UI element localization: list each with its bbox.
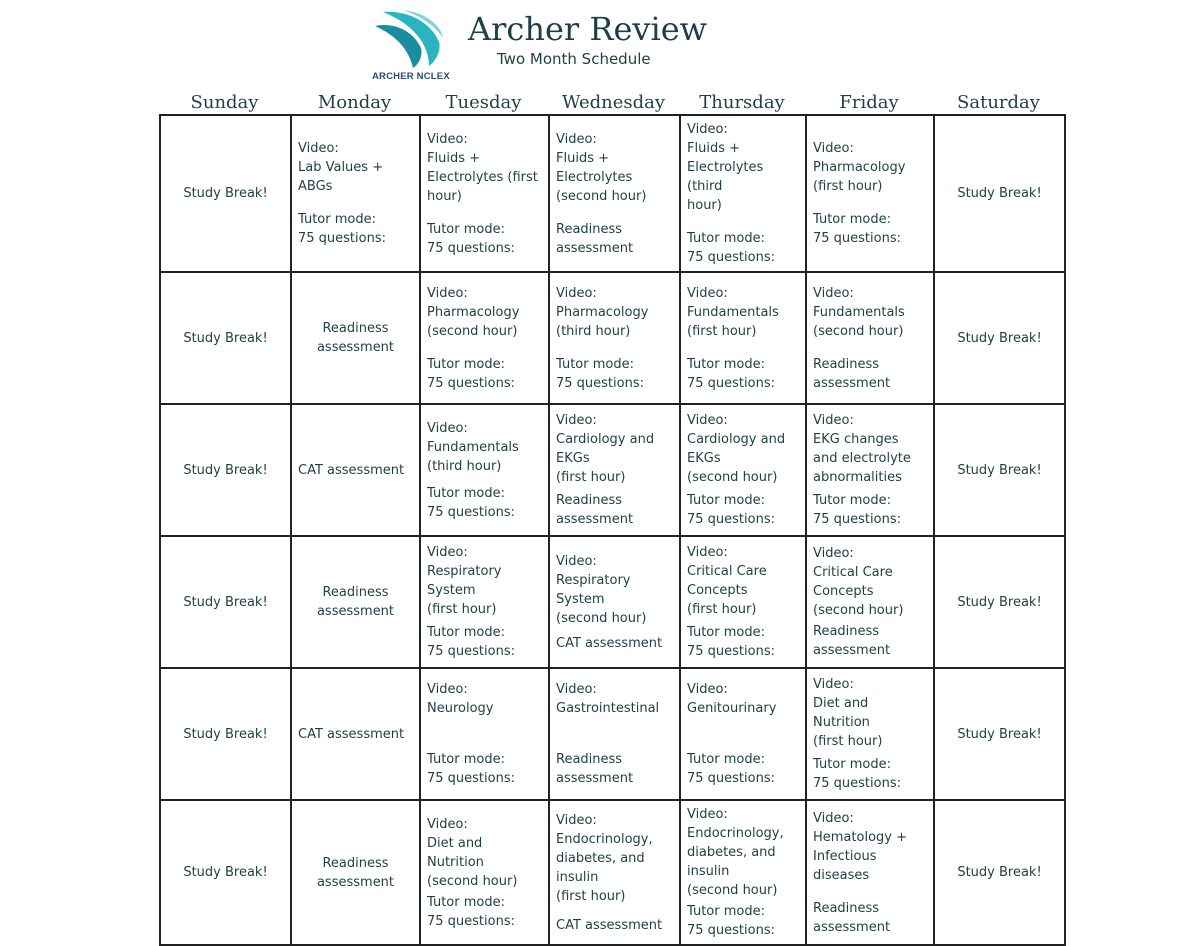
video-topic: Video: Neurology xyxy=(427,682,494,716)
schedule-cell-sunday xyxy=(160,536,291,668)
task-text: Tutor mode: 75 questions: xyxy=(687,625,775,659)
study-break-text: Study Break! xyxy=(957,594,1042,610)
study-break-text: Study Break! xyxy=(183,865,268,880)
week-row xyxy=(160,668,1065,800)
day-header-saturday: Saturday xyxy=(957,92,1040,113)
schedule-cell-saturday xyxy=(934,800,1065,945)
schedule-cell-monday xyxy=(291,536,420,668)
study-break-text: Study Break! xyxy=(183,726,268,742)
task-text: Tutor mode: 75 questions: xyxy=(687,231,775,265)
video-topic: Video: EKG changes and electrolyte abnormalities xyxy=(813,413,911,485)
logo-text: ARCHER NCLEX xyxy=(372,71,450,82)
video-topic: Video: Endocrinology, diabetes, and insulin (first hour) xyxy=(556,812,653,904)
video-topic: Video: Pharmacology (first hour) xyxy=(813,141,906,194)
video-topic: Video: Fluids + Electrolytes (second hour) xyxy=(556,131,647,204)
task-text: Tutor mode: 75 questions: xyxy=(298,212,386,246)
week-row xyxy=(160,272,1065,404)
schedule-cell-friday xyxy=(806,668,934,800)
schedule-cell-tuesday xyxy=(420,536,549,668)
task-text: CAT assessment xyxy=(298,726,405,742)
schedule-cell-sunday xyxy=(160,668,291,800)
task-text: Tutor mode: 75 questions: xyxy=(687,356,775,391)
week-row xyxy=(160,404,1065,536)
day-header-wednesday: Wednesday xyxy=(561,92,666,113)
video-topic: Video: Pharmacology (third hour) xyxy=(556,285,649,339)
study-break-text: Study Break! xyxy=(957,462,1042,478)
study-break-text: Study Break! xyxy=(957,330,1042,346)
study-break-text: Study Break! xyxy=(183,462,268,478)
schedule-cell-friday xyxy=(806,536,934,668)
task-text: Readiness assessment xyxy=(556,752,634,786)
schedule-cell-tuesday xyxy=(420,272,549,404)
schedule-cell-saturday xyxy=(934,115,1065,272)
video-topic: Video: Pharmacology (second hour) xyxy=(427,285,520,339)
task-text: Tutor mode: 75 questions: xyxy=(427,752,515,786)
schedule-cell-saturday xyxy=(934,272,1065,404)
schedule-cell-sunday xyxy=(160,272,291,404)
schedule-table xyxy=(159,114,1066,946)
schedule-cell-tuesday xyxy=(420,668,549,800)
task-text: Tutor mode: 75 questions: xyxy=(813,493,901,527)
study-break-text: Study Break! xyxy=(183,594,268,610)
study-break-text: Study Break! xyxy=(957,865,1042,880)
video-topic: Video: Respiratory System (second hour) xyxy=(556,553,647,626)
video-topic: Video: Lab Values + ABGs xyxy=(298,141,384,194)
video-topic: Video: Fluids + Electrolytes (first hour) xyxy=(427,131,538,204)
schedule-cell-monday xyxy=(291,668,420,800)
video-topic: Video: Critical Care Concepts (first hour) xyxy=(687,545,767,617)
task-text: Readiness assessment xyxy=(556,493,634,527)
task-text: Readiness assessment xyxy=(813,356,891,391)
schedule-cell-monday xyxy=(291,115,420,272)
schedule-cell-wednesday xyxy=(549,668,680,800)
week-row xyxy=(160,115,1065,272)
schedule-cell-sunday xyxy=(160,800,291,945)
task-text: CAT assessment xyxy=(556,917,663,933)
task-text: Readiness assessment xyxy=(556,221,634,256)
day-header-tuesday: Tuesday xyxy=(445,92,522,113)
schedule-cell-wednesday xyxy=(549,800,680,945)
video-topic: Video: Fundamentals (first hour) xyxy=(687,285,779,339)
schedule-cell-thursday xyxy=(680,536,806,668)
day-header-friday: Friday xyxy=(839,92,899,113)
schedule-cell-saturday xyxy=(934,668,1065,800)
task-text: Readiness assessment xyxy=(813,624,891,658)
task-text: Readiness assessment xyxy=(813,900,891,935)
task-text: Tutor mode: 75 questions: xyxy=(427,221,515,256)
study-break-text: Study Break! xyxy=(957,186,1042,201)
task-text: CAT assessment xyxy=(556,635,663,651)
schedule-cell-tuesday xyxy=(420,404,549,536)
video-topic: Video: Fundamentals (second hour) xyxy=(813,285,905,339)
video-topic: Video: Fundamentals (third hour) xyxy=(427,420,519,474)
task-text: Tutor mode: 75 questions: xyxy=(813,757,901,791)
schedule-cell-tuesday xyxy=(420,800,549,945)
day-header-thursday: Thursday xyxy=(699,92,785,113)
video-topic: Video: Cardiology and EKGs (first hour) xyxy=(556,413,655,485)
schedule-cell-monday xyxy=(291,800,420,945)
schedule-cell-wednesday xyxy=(549,536,680,668)
day-header-sunday: Sunday xyxy=(190,92,259,113)
video-topic: Video: Diet and Nutrition (second hour) xyxy=(427,816,518,889)
schedule-cell-friday xyxy=(806,115,934,272)
schedule-cell-sunday xyxy=(160,115,291,272)
study-break-text: Study Break! xyxy=(183,330,268,346)
video-topic: Video: Critical Care Concepts (second hour) xyxy=(813,546,904,618)
schedule-cell-friday xyxy=(806,272,934,404)
day-header-row xyxy=(159,92,1064,116)
task-text: Readiness assessment xyxy=(316,321,395,355)
video-topic: Video: Endocrinology, diabetes, and insulin (second hour) xyxy=(687,807,784,898)
task-text: Tutor mode: 75 questions: xyxy=(427,894,515,929)
study-break-text: Study Break! xyxy=(957,726,1042,742)
schedule-cell-tuesday xyxy=(420,115,549,272)
task-text: Tutor mode: 75 questions: xyxy=(427,485,515,520)
task-text: Tutor mode: 75 questions: xyxy=(813,212,901,246)
video-topic: Video: Hematology + Infectious diseases xyxy=(813,810,907,883)
video-topic: Video: Cardiology and EKGs (second hour) xyxy=(687,413,786,485)
week-row xyxy=(160,800,1065,945)
video-topic: Video: Diet and Nutrition (first hour) xyxy=(813,677,883,749)
week-row xyxy=(160,536,1065,668)
schedule-cell-saturday xyxy=(934,404,1065,536)
schedule-cell-sunday xyxy=(160,404,291,536)
task-text: Tutor mode: 75 questions: xyxy=(687,752,775,786)
schedule-cell-thursday xyxy=(680,404,806,536)
archer-logo xyxy=(365,8,455,84)
schedule-cell-thursday xyxy=(680,272,806,404)
task-text: Readiness assessment xyxy=(316,855,395,890)
schedule-cell-thursday xyxy=(680,800,806,945)
page-subtitle: Two Month Schedule xyxy=(497,50,651,68)
task-text: Tutor mode: 75 questions: xyxy=(687,493,775,527)
study-break-text: Study Break! xyxy=(183,186,268,201)
schedule-cell-thursday xyxy=(680,668,806,800)
task-text: CAT assessment xyxy=(298,462,405,478)
video-topic: Video: Genitourinary xyxy=(687,682,777,716)
schedule-cell-friday xyxy=(806,404,934,536)
archer-wing-icon xyxy=(373,8,445,70)
video-topic: Video: Respiratory System (first hour) xyxy=(427,545,502,617)
task-text: Tutor mode: 75 questions: xyxy=(427,625,515,659)
schedule-cell-thursday xyxy=(680,115,806,272)
page-title: Archer Review xyxy=(468,10,708,48)
task-text: Tutor mode: 75 questions: xyxy=(556,356,644,391)
task-text: Tutor mode: 75 questions: xyxy=(427,356,515,391)
task-text: Readiness assessment xyxy=(316,585,395,619)
video-topic: Video: Gastrointestinal xyxy=(556,682,660,716)
schedule-cell-monday xyxy=(291,404,420,536)
schedule-cell-friday xyxy=(806,800,934,945)
schedule-cell-wednesday xyxy=(549,115,680,272)
day-header-monday: Monday xyxy=(317,92,392,113)
schedule-cell-wednesday xyxy=(549,404,680,536)
task-text: Tutor mode: 75 questions: xyxy=(687,904,775,938)
video-topic: Video: Fluids + Electrolytes (third hour) xyxy=(687,122,764,213)
schedule-cell-saturday xyxy=(934,536,1065,668)
schedule-cell-monday xyxy=(291,272,420,404)
schedule-cell-wednesday xyxy=(549,272,680,404)
